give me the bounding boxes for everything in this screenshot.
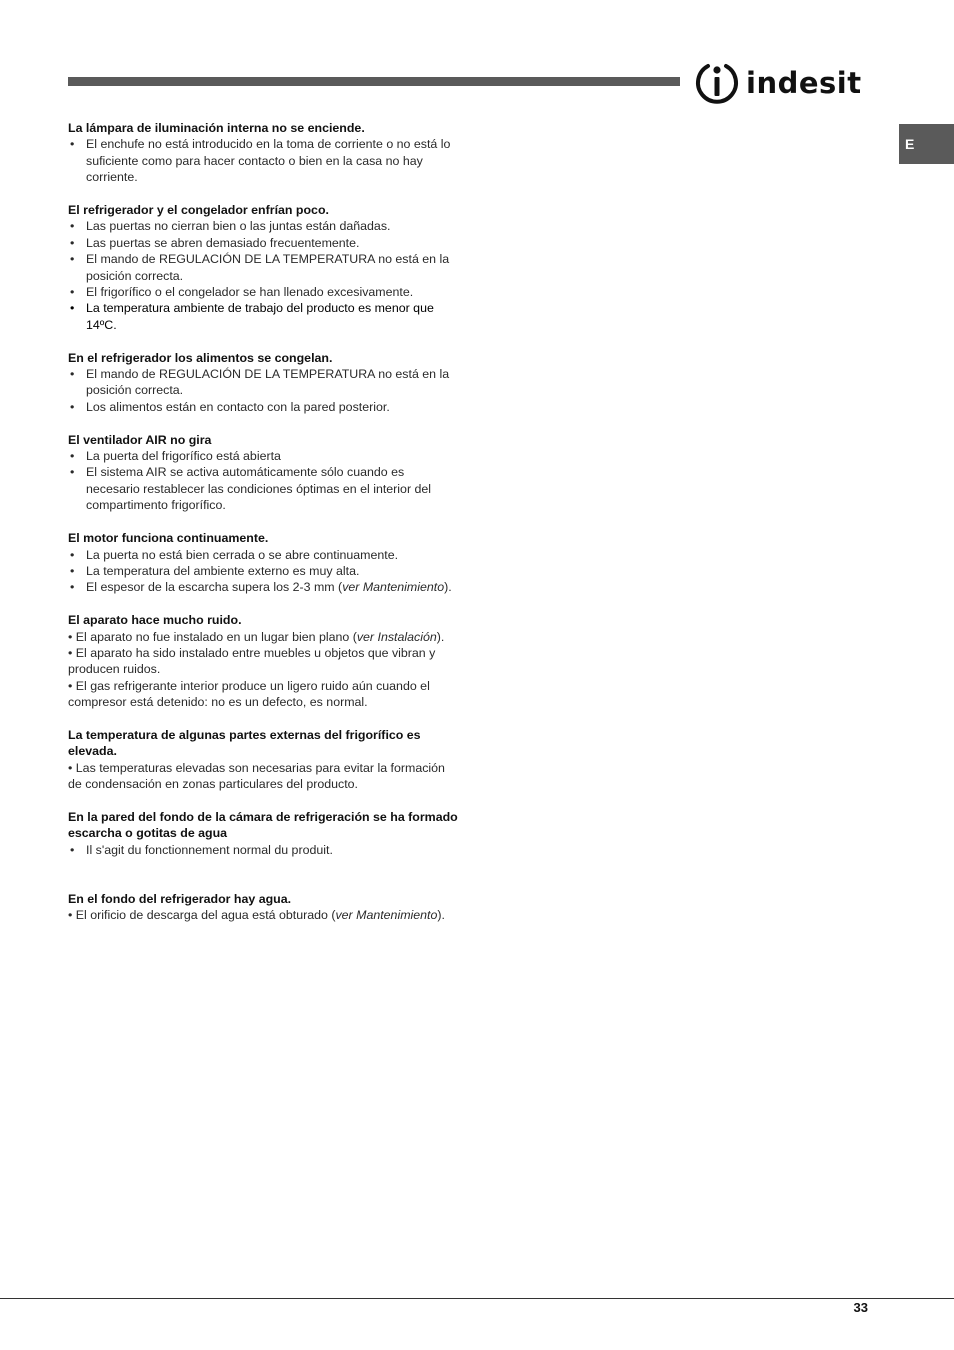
list-item: • El frigorífico o el congelador se han llenado excesivamente. bbox=[68, 284, 460, 300]
section-motor bbox=[68, 530, 460, 596]
brand-name: indesit bbox=[746, 65, 862, 100]
paragraph-end: ). bbox=[436, 629, 445, 644]
bullet-list bbox=[68, 448, 460, 514]
cross-reference: ver Instalación bbox=[356, 629, 437, 644]
paragraph-text: • El aparato no fue instalado en un lugar bien plano ( bbox=[68, 629, 357, 644]
paragraph bbox=[68, 629, 460, 645]
bullet-list bbox=[68, 547, 460, 596]
paragraph: • El gas refrigerante interior produce un ligero ruido aún cuando el compresor está detenido: no es un defecto, es normal. bbox=[68, 678, 430, 710]
section-title: En la pared del fondo de la cámara de refrigeración se ha formado escarcha o gotitas de agua bbox=[68, 809, 458, 841]
section-title: El refrigerador y el congelador enfrían poco. bbox=[68, 203, 329, 218]
section-title: En el fondo del refrigerador hay agua. bbox=[68, 891, 292, 906]
section-water-bottom bbox=[68, 891, 460, 924]
bullet-list bbox=[68, 842, 460, 858]
language-tab bbox=[899, 124, 954, 164]
section-title: El motor funciona continuamente. bbox=[68, 531, 269, 546]
section-fan bbox=[68, 432, 460, 514]
paragraph: • Las temperaturas elevadas son necesarias para evitar la formación de condensación en zonas particulares del producto. bbox=[68, 760, 445, 792]
language-tab-label: E bbox=[905, 136, 915, 152]
header-bar bbox=[68, 77, 680, 86]
list-item: • El enchufe no está introducido en la toma de corriente o no está lo suficiente como para hacer contacto o bien en la casa no hay corriente. bbox=[68, 136, 460, 185]
bullet-list bbox=[68, 136, 460, 185]
paragraph bbox=[68, 907, 460, 923]
section-title: La lámpara de iluminación interna no se enciende. bbox=[68, 121, 365, 135]
list-item bbox=[68, 579, 460, 595]
paragraph-text: • El orificio de descarga del agua está obturado ( bbox=[68, 908, 336, 923]
list-item: • Las puertas no cierran bien o las juntas están dañadas. bbox=[68, 218, 460, 234]
section-frost-back-wall bbox=[68, 809, 460, 858]
troubleshooting-content bbox=[68, 120, 460, 940]
section-noise bbox=[68, 612, 460, 710]
cross-reference: ver Mantenimiento bbox=[342, 580, 445, 595]
list-item: • El sistema AIR se activa automáticamente sólo cuando es necesario restablecer las condiciones óptimas en el interior del compartimento frigorífico. bbox=[68, 464, 460, 513]
list-item: • La temperatura del ambiente externo es muy alta. bbox=[68, 563, 460, 579]
section-cooling bbox=[68, 202, 460, 333]
section-title: La temperatura de algunas partes externas del frigorífico es elevada. bbox=[68, 727, 421, 759]
section-freezing bbox=[68, 350, 460, 416]
section-title: El aparato hace mucho ruido. bbox=[68, 613, 242, 628]
list-item: • Los alimentos están en contacto con la pared posterior. bbox=[68, 399, 460, 415]
list-item-text: El espesor de la escarcha supera los 2-3 mm ( bbox=[86, 580, 343, 595]
list-item: • Las puertas se abren demasiado frecuentemente. bbox=[68, 235, 460, 251]
list-item: • El mando de REGULACIÓN DE LA TEMPERATURA no está en la posición correcta. bbox=[68, 251, 460, 284]
section-lamp bbox=[68, 120, 460, 186]
bullet-list bbox=[68, 366, 460, 415]
list-item: • La puerta no está bien cerrada o se abre continuamente. bbox=[68, 547, 460, 563]
section-title: El ventilador AIR no gira bbox=[68, 432, 212, 447]
list-item: • Il s'agit du fonctionnement normal du produit. bbox=[68, 842, 460, 858]
list-item: • El mando de REGULACIÓN DE LA TEMPERATURA no está en la posición correcta. bbox=[68, 366, 460, 399]
list-item-end: ). bbox=[444, 580, 452, 595]
section-title: En el refrigerador los alimentos se congelan. bbox=[68, 350, 333, 365]
brand-logo bbox=[694, 60, 870, 106]
list-item: • La puerta del frigorífico está abierta bbox=[68, 448, 460, 464]
bullet-list bbox=[68, 218, 460, 333]
paragraph-end: ). bbox=[437, 908, 445, 923]
indesit-logo-icon bbox=[694, 60, 740, 106]
section-external-temperature bbox=[68, 727, 460, 793]
footer-divider bbox=[0, 1298, 954, 1299]
paragraph: • El aparato ha sido instalado entre muebles u objetos que vibran y producen ruidos. bbox=[68, 645, 436, 677]
cross-reference: ver Mantenimiento bbox=[335, 908, 438, 923]
page-number: 33 bbox=[853, 1300, 868, 1315]
list-item: • La temperatura ambiente de trabajo del producto es menor que 14ºC. bbox=[68, 300, 460, 333]
